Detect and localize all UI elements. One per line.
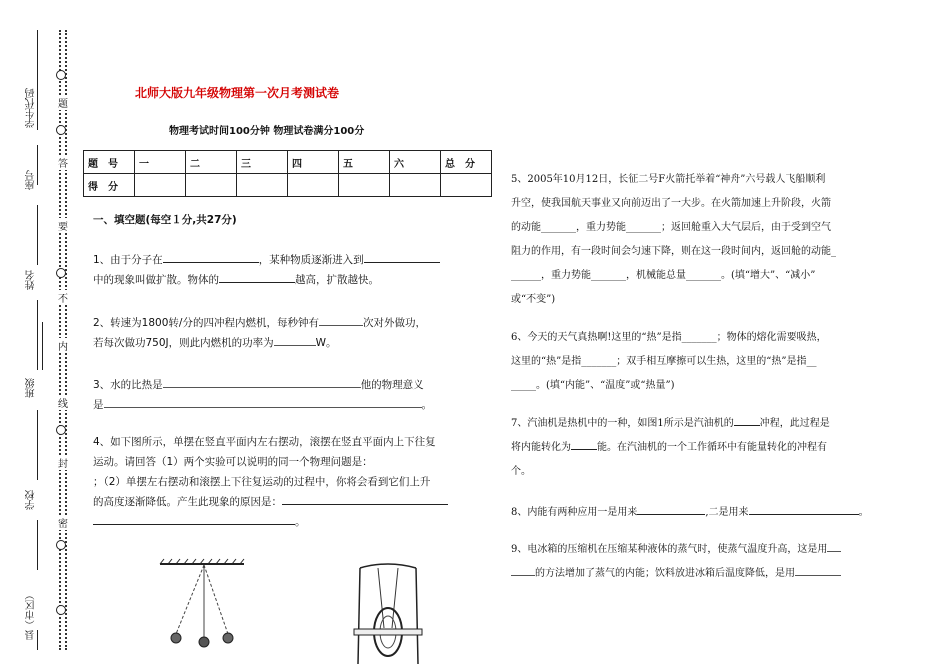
score-table-score-row (84, 174, 492, 197)
question-9: 9、电冰箱的压缩机在压缩某种液体的蒸气时，使蒸气温度升高，这是用 的方法增加了蒸气的内能；饮料放进冰箱后温度降低，是用 (511, 538, 911, 586)
answer-blank[interactable] (93, 512, 295, 525)
answer-blank[interactable] (364, 250, 440, 263)
score-input-cell[interactable] (135, 174, 186, 197)
name-label: 姓名 (26, 270, 37, 290)
seat-number-label: 座号 (26, 170, 37, 190)
hole-mark-icon (56, 268, 66, 278)
answer-blank[interactable] (511, 565, 535, 576)
score-cell: 五 (339, 151, 390, 174)
score-input-cell[interactable] (441, 174, 492, 197)
class-label: 班级 (26, 378, 37, 398)
hole-mark-icon (56, 605, 66, 615)
score-table (83, 150, 492, 197)
maxwell-wheel-figure (348, 560, 428, 666)
county-label: 县（市区） (26, 590, 37, 640)
answer-blank[interactable] (637, 502, 705, 515)
school-label: 学校 (26, 490, 37, 510)
answer-blank[interactable] (319, 315, 363, 326)
score-cell: 总 分 (441, 151, 492, 174)
exam-subtitle: 物理考试时间100分钟 物理试卷满分100分 (169, 126, 365, 137)
score-cell: 得 分 (84, 174, 135, 197)
answer-blank[interactable] (274, 335, 316, 346)
hole-mark-icon (56, 425, 66, 435)
question-6: 6、今天的天气真热啊!这里的“热”是指_______；物体的熔化需要吸热， 这里的“热”是指_______；双手相互摩擦可以生热，这里的“热”是指__ _____。(填“内能”、“温度”或“热量”) (511, 332, 827, 391)
answer-blank[interactable] (219, 270, 295, 283)
score-input-cell[interactable] (186, 174, 237, 197)
question-1: 1、由于分子在 ，某种物质逐渐进入到 中的现象叫做扩散。物体的 越高，扩散越快。 (93, 250, 473, 290)
score-cell: 四 (288, 151, 339, 174)
score-cell: 三 (237, 151, 288, 174)
answer-blank[interactable] (104, 397, 422, 408)
score-cell: 二 (186, 151, 237, 174)
score-table-header-row (84, 151, 492, 174)
answer-blank[interactable] (163, 250, 259, 263)
section-heading: 一、填空题(每空１分,共27分) (93, 214, 237, 226)
answer-blank[interactable] (795, 565, 841, 576)
seal-char: 密 (58, 515, 68, 530)
question-3: 3、水的比热是 他的物理意义 是 。 (93, 379, 432, 411)
score-input-cell[interactable] (237, 174, 288, 197)
seal-char: 内 (58, 338, 68, 353)
answer-blank[interactable] (282, 492, 448, 505)
answer-blank[interactable] (571, 437, 597, 450)
seal-char: 不 (58, 290, 68, 305)
exam-title: 北师大版九年级物理第一次月考测试卷 (135, 86, 340, 100)
seal-char: 封 (58, 455, 68, 470)
student-code-label: 学生代码 (26, 88, 37, 128)
question-4: 4、如下图所示，单摆在竖直平面内左右摆动，滚摆在竖直平面内上下往复 运动。请回答（1）两个实验可以说明的同一个物理问题是： ；（2）单摆左右摆动和滚摆上下往复运动的过程中，你将会看到它们上升 的高度逐渐降低。产生此现象的原因是： 。 (93, 432, 473, 532)
seal-char: 答 (58, 155, 68, 170)
pendulum-figure (158, 558, 248, 658)
answer-blank[interactable] (163, 377, 361, 388)
hole-mark-icon (56, 70, 66, 80)
answer-blank[interactable] (734, 413, 760, 426)
answer-blank[interactable] (749, 502, 859, 515)
score-cell: 题 号 (84, 151, 135, 174)
question-8: 8、内能有两种应用一是用来 ,二是用来 。 (511, 501, 911, 525)
score-input-cell[interactable] (339, 174, 390, 197)
score-input-cell[interactable] (288, 174, 339, 197)
seal-char: 线 (58, 395, 68, 410)
score-cell: 六 (390, 151, 441, 174)
question-7: 7、汽油机是热机中的一种，如图1所示是汽油机的 冲程，此过程是 将内能转化为 能。在汽油机的一个工作循环中有能量转化的冲程有 个。 (511, 412, 911, 484)
seal-char: 要 (58, 218, 68, 233)
hole-mark-icon (56, 125, 66, 135)
answer-blank[interactable] (827, 541, 841, 552)
question-2: 2、转速为1800转/分的四冲程内燃机，每秒钟有 次对外做功， 若每次做功750J，则此内燃机的功率为 W。 (93, 317, 426, 349)
seal-char: 题 (58, 95, 68, 110)
hole-mark-icon (56, 540, 66, 550)
score-cell: 一 (135, 151, 186, 174)
score-input-cell[interactable] (390, 174, 441, 197)
question-5: 5、2005年10月12日，长征二号F火箭托举着“神舟”六号载人飞船顺利 升空，使我国航天事业又向前迈出了一大步。在火箭加速上升阶段，火箭 的动能_______，重力势能_______；返回舱重入大气层后，由于受到空气 阻力的作用，有一段时间会匀速下降，则在这一段时间内，返回舱的动能_ ______，重力势能_______，机械能总量_______。(填“增大”、“减小” 或“不变”) (511, 174, 836, 305)
